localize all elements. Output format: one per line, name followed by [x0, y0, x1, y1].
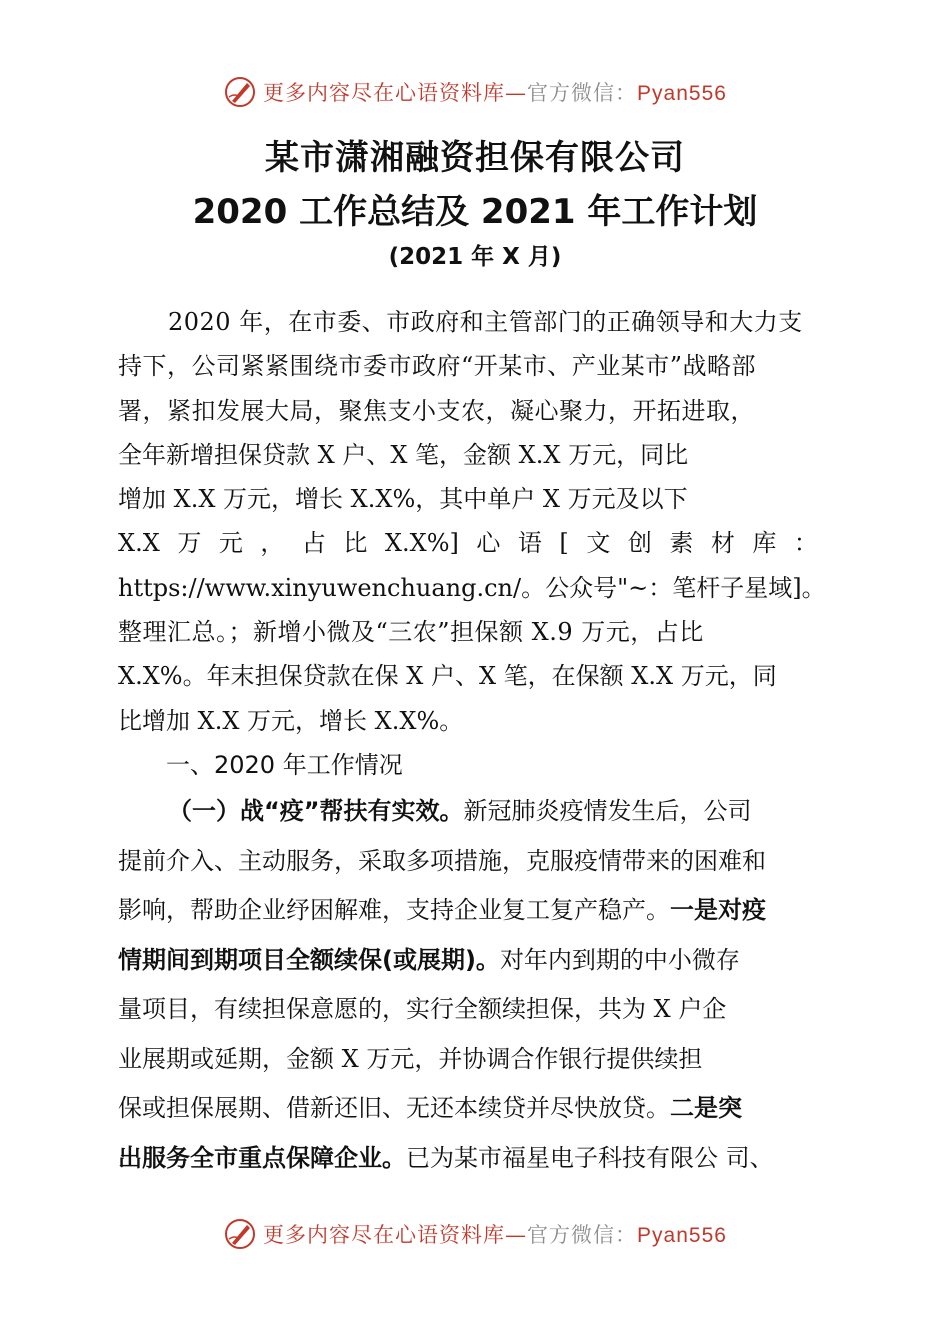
document-subtitle: 2020 工作总结及 2021 年工作计划 [192, 192, 758, 232]
paragraph-line: 提前介入、主动服务，采取多项措施，克服疫情带来的困难和 [118, 846, 766, 875]
paragraph-line: 情期间到期项目全额续保(或展期)。对年内到期的中小微存 [118, 945, 740, 974]
watermark-text: 更多内容尽在心语资料库—官方微信：Pyan556 [263, 1223, 727, 1247]
paragraph-line: 出服务全市重点保障企业。已为某市福星电子科技有限公 司、 [118, 1143, 774, 1172]
subsection-title: （一）战“疫”帮扶有实效。 [168, 797, 464, 826]
subsection-line: （一）战“疫”帮扶有实效。新冠肺炎疫情发生后，公司 [168, 797, 752, 826]
paragraph-line: https://www.xinyuwenchuang.cn/。公众号"~：笔杆子星域]。 [118, 573, 826, 602]
paragraph-line: 2020 年，在市委、市政府和主管部门的正确领导和大力支 [168, 308, 803, 336]
document-date: (2021 年 X 月) [388, 244, 562, 270]
paragraph-line: 业展期或延期，金额 X 万元，并协调合作银行提供续担 [118, 1044, 703, 1073]
paragraph-line: 全年新增担保贷款 X 户、X 笔，金额 X.X 万元，同比 [118, 440, 689, 469]
paragraph-line: 署，紧扣发展大局，聚焦支小支农，凝心聚力，开拓进取， [118, 396, 755, 425]
paragraph-line: 整理汇总。；新增小微及“三农”担保额 X.9 万元，占比 [118, 618, 704, 647]
paragraph-line: 保或担保展期、借新还旧、无还本续贷并尽快放贷。二是突 [118, 1094, 742, 1123]
document-body [118, 300, 826, 1183]
paragraph-line: 比增加 X.X 万元，增长 X.X%。 [118, 706, 464, 735]
watermark-banner-top [0, 70, 950, 114]
paragraph-line: 量项目，有续担保意愿的，实行全额续担保，共为 X 户企 [118, 995, 727, 1024]
pen-seal-logo-icon [223, 75, 257, 109]
watermark-banner-bottom [0, 1212, 950, 1256]
pen-seal-logo-icon [223, 1217, 257, 1251]
watermark-text: 更多内容尽在心语资料库—官方微信：Pyan556 [263, 81, 727, 105]
paragraph-line: X.X%。年末担保贷款在保 X 户、X 笔，在保额 X.X 万元，同 [118, 662, 777, 691]
paragraph-line: 增加 X.X 万元，增长 X.X%，其中单户 X 万元及以下 [118, 485, 688, 514]
paragraph-line: 影响，帮助企业纾困解难，支持企业复工复产稳产。一是对疫 [118, 896, 766, 925]
document-title: 某市潇湘融资担保有限公司 [265, 138, 685, 178]
justified-line: X.X 万 元 ， 占 比 X.X%] 心 语 [ 文 创 素 材 库 ： [118, 529, 818, 558]
section-heading: 一、2020 年工作情况 [166, 750, 403, 779]
paragraph-line: 持下，公司紧紧围绕市委市政府“开某市、产业某市”战略部 [118, 352, 757, 381]
